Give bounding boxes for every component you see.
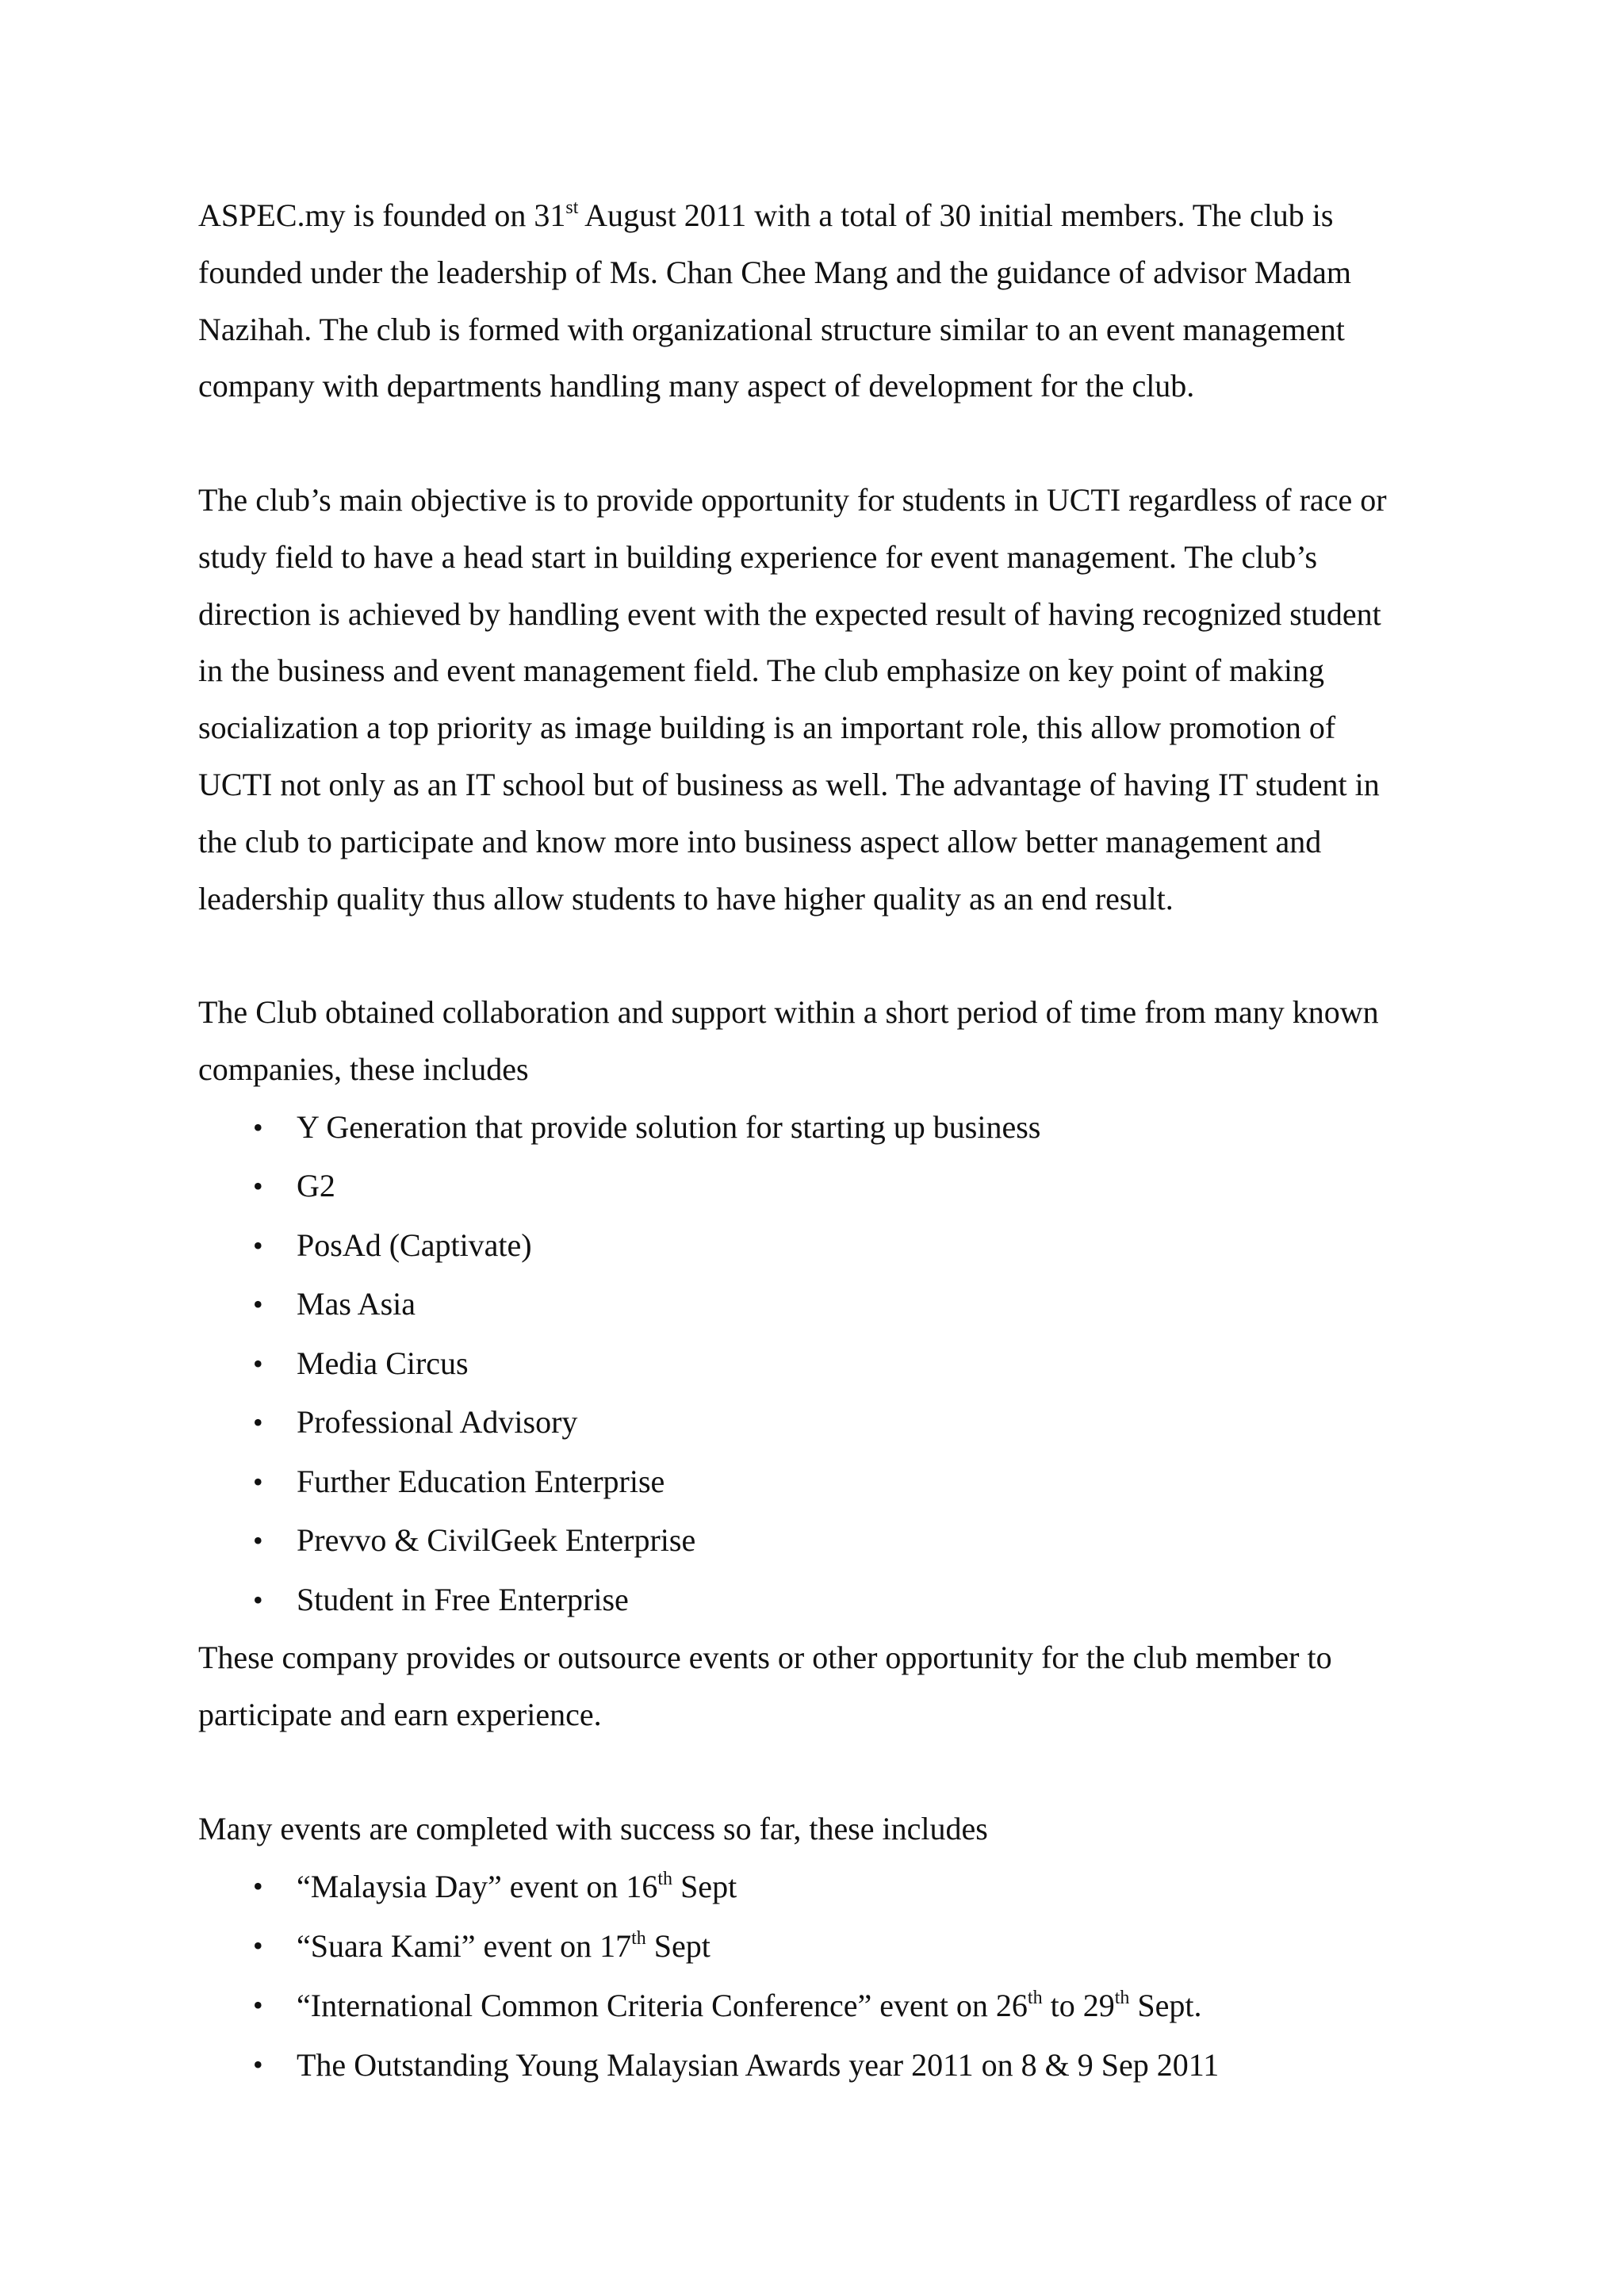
ordinal-suffix: th (657, 1869, 673, 1890)
text-line: founded under the leadership of Ms. Chan Chee Mang and the guidance of advisor Madam (198, 254, 1352, 290)
companies-list (198, 1098, 1451, 1630)
list-item: • “Suara Kami” event on 17th Sept (198, 1916, 1451, 1976)
text-line: The club’s main objective is to provide opportunity for students in UCTI regardless of race or (198, 481, 1387, 518)
ordinal-suffix: th (631, 1928, 646, 1950)
text-line: leadership quality thus allow students to have higher quality as an end result. (198, 880, 1174, 916)
ordinal-suffix: th (1027, 1988, 1043, 2009)
text-line: ASPEC.my is founded on 31st August 2011 with a total of 30 initial members. The club is (198, 197, 1334, 233)
text-line: Many events are completed with success so far, these includes (198, 1810, 988, 1846)
text-line: UCTI not only as an IT school but of business as well. The advantage of having IT student in (198, 766, 1380, 802)
paragraph-founding (198, 187, 1451, 415)
list-item: • Professional Advisory (198, 1393, 1451, 1452)
bullet-icon: • (253, 1288, 263, 1321)
bullet-icon: • (253, 1229, 263, 1261)
document-page (198, 187, 1451, 2095)
list-item: • “International Common Criteria Conference” event on 26th to 29th Sept. (198, 1976, 1451, 2035)
text-line: in the business and event management field. The club emphasize on key point of making (198, 652, 1324, 689)
bullet-icon: • (253, 1406, 263, 1439)
list-item: • Mas Asia (198, 1275, 1451, 1334)
text-line: companies, these includes (198, 1050, 529, 1087)
bullet-icon: • (253, 1870, 263, 1903)
bullet-icon: • (253, 1347, 263, 1380)
bullet-icon: • (253, 1465, 263, 1498)
list-item: • Media Circus (198, 1334, 1451, 1394)
paragraph-objective (198, 472, 1451, 927)
text-line: The Club obtained collaboration and support within a short period of time from many known (198, 994, 1379, 1031)
ordinal-suffix: st (565, 197, 579, 218)
list-item: • “Malaysia Day” event on 16th Sept (198, 1857, 1451, 1916)
list-item: • PosAd (Captivate) (198, 1216, 1451, 1276)
text-line: socialization a top priority as image building is an important role, this allow promotion of (198, 710, 1336, 746)
bullet-icon: • (253, 1583, 263, 1616)
bullet-icon: • (253, 1170, 263, 1203)
list-item: • Further Education Enterprise (198, 1452, 1451, 1512)
paragraph-outsource (198, 1629, 1451, 1743)
text-line: direction is achieved by handling event with the expected result of having recognized student (198, 595, 1381, 632)
paragraph-events-intro (198, 1800, 1451, 1858)
list-item: • Prevvo & CivilGeek Enterprise (198, 1511, 1451, 1571)
text-line: Nazihah. The club is formed with organizational structure similar to an event management (198, 311, 1345, 347)
bullet-icon: • (253, 1111, 263, 1143)
paragraph-collaboration (198, 984, 1451, 1098)
ordinal-suffix: th (1114, 1988, 1130, 2009)
text-line: the club to participate and know more into business aspect allow better management and (198, 823, 1322, 859)
list-item: • Y Generation that provide solution for starting up business (198, 1098, 1451, 1158)
text-line: study field to have a head start in building experience for event management. The club’s (198, 538, 1318, 575)
list-item: • The Outstanding Young Malaysian Awards year 2011 on 8 & 9 Sep 2011 (198, 2035, 1451, 2095)
bullet-icon: • (253, 1989, 263, 2022)
events-list (198, 1857, 1451, 2095)
bullet-icon: • (253, 1525, 263, 1557)
list-item: • Student in Free Enterprise (198, 1571, 1451, 1630)
text-line: participate and earn experience. (198, 1697, 602, 1733)
text-line: company with departments handling many aspect of development for the club. (198, 368, 1195, 404)
list-item: • G2 (198, 1157, 1451, 1216)
bullet-icon: • (253, 2049, 263, 2081)
bullet-icon: • (253, 1930, 263, 1962)
text-line: These company provides or outsource events or other opportunity for the club member to (198, 1640, 1332, 1676)
